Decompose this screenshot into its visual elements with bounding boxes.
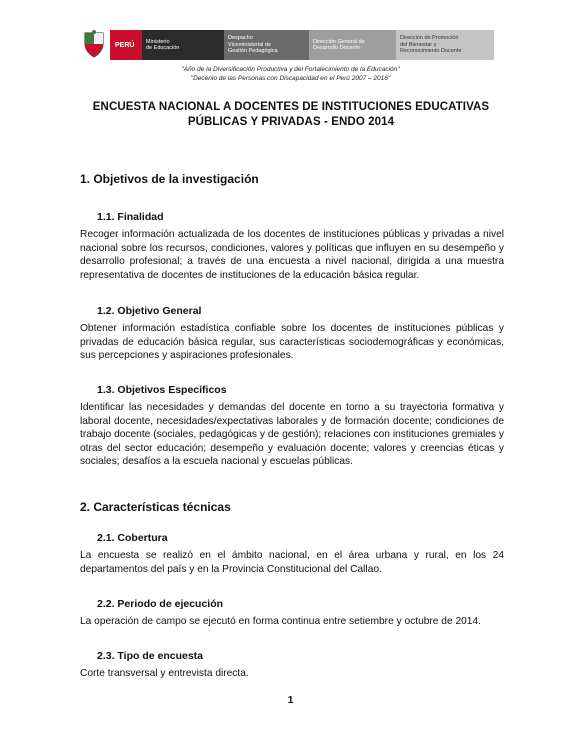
office-label-viceministry: Despacho Viceministerial de Gestión Pedagógica <box>224 30 309 60</box>
paragraph: Corte transversal y entrevista directa. <box>80 668 249 679</box>
section-heading: 1. Objetivos de la investigación <box>80 172 259 186</box>
institutional-banner <box>82 30 494 60</box>
subsection-heading: 2.1. Cobertura <box>97 532 168 544</box>
paragraph: La encuesta se realizó en el ámbito nacional, en el área urbana y rural, en los 24 departamentos del país y en la Provincia Constitucional del Callao. <box>80 550 504 575</box>
subsection-heading: 2.3. Tipo de encuesta <box>97 650 204 662</box>
country-label: PERÚ <box>110 30 142 60</box>
paragraph: La operación de campo se ejecutó en forma continua entre setiembre y octubre de 2014. <box>80 616 481 627</box>
paragraph: Obtener información estadística confiable sobre los docentes de instituciones públicas y privadas de educación básica regular, sus características sociodemográficas y económicas, sus percepciones y aspiraciones profesionales. <box>80 323 504 362</box>
paragraph: Identificar las necesidades y demandas del docente en torno a su trayectoria formativa y laboral docente, necesidades/expectativas laborales y de formación docente; condiciones de trabajo docente (sociales, pedagógicas y de gestión); relaciones con instituciones gremiales y otras del sector educación; desempeño y evaluación docente; valores y creencias éticas y sociales; desafíos a la escuela nacional y escuelas públicas. <box>80 402 504 468</box>
decade-motto: "Decenio de las Personas con Discapacidad en el Perú 2007 – 2016" <box>190 75 391 82</box>
office-label-directorate: Dirección General de Desarrollo Docente <box>309 30 396 60</box>
year-motto: "Año de la Diversificación Productiva y del Fortalecimiento de la Educación" <box>181 66 400 73</box>
office-label-promotion: Dirección de Promoción del Bienestar y Reconocimiento Docente <box>396 30 494 60</box>
subsection-heading: 1.3. Objetivos Específicos <box>97 384 227 396</box>
subsection-heading: 1.2. Objetivo General <box>97 305 202 317</box>
subsection-heading: 2.2. Periodo de ejecución <box>97 598 224 610</box>
ministry-label: Ministerio de Educación <box>142 30 224 60</box>
page-number: 1 <box>287 694 294 706</box>
document-title: ENCUESTA NACIONAL A DOCENTES DE INSTITUCIONES EDUCATIVAS PÚBLICAS Y PRIVADAS - ENDO 2014 <box>92 101 490 128</box>
paragraph: Recoger información actualizada de los docentes de instituciones públicas y privadas a nivel nacional sobre los recursos, condiciones, valores y políticas que influyen en su desempeño y desarrollo profesional; a través de una encuesta a nivel nacional, dirigida a una muestra representativa de docentes de instituciones de la educación básica regular. <box>80 229 504 281</box>
coat-of-arms-icon <box>82 30 106 60</box>
subsection-heading: 1.1. Finalidad <box>97 211 164 223</box>
section-heading: 2. Características técnicas <box>80 500 231 514</box>
